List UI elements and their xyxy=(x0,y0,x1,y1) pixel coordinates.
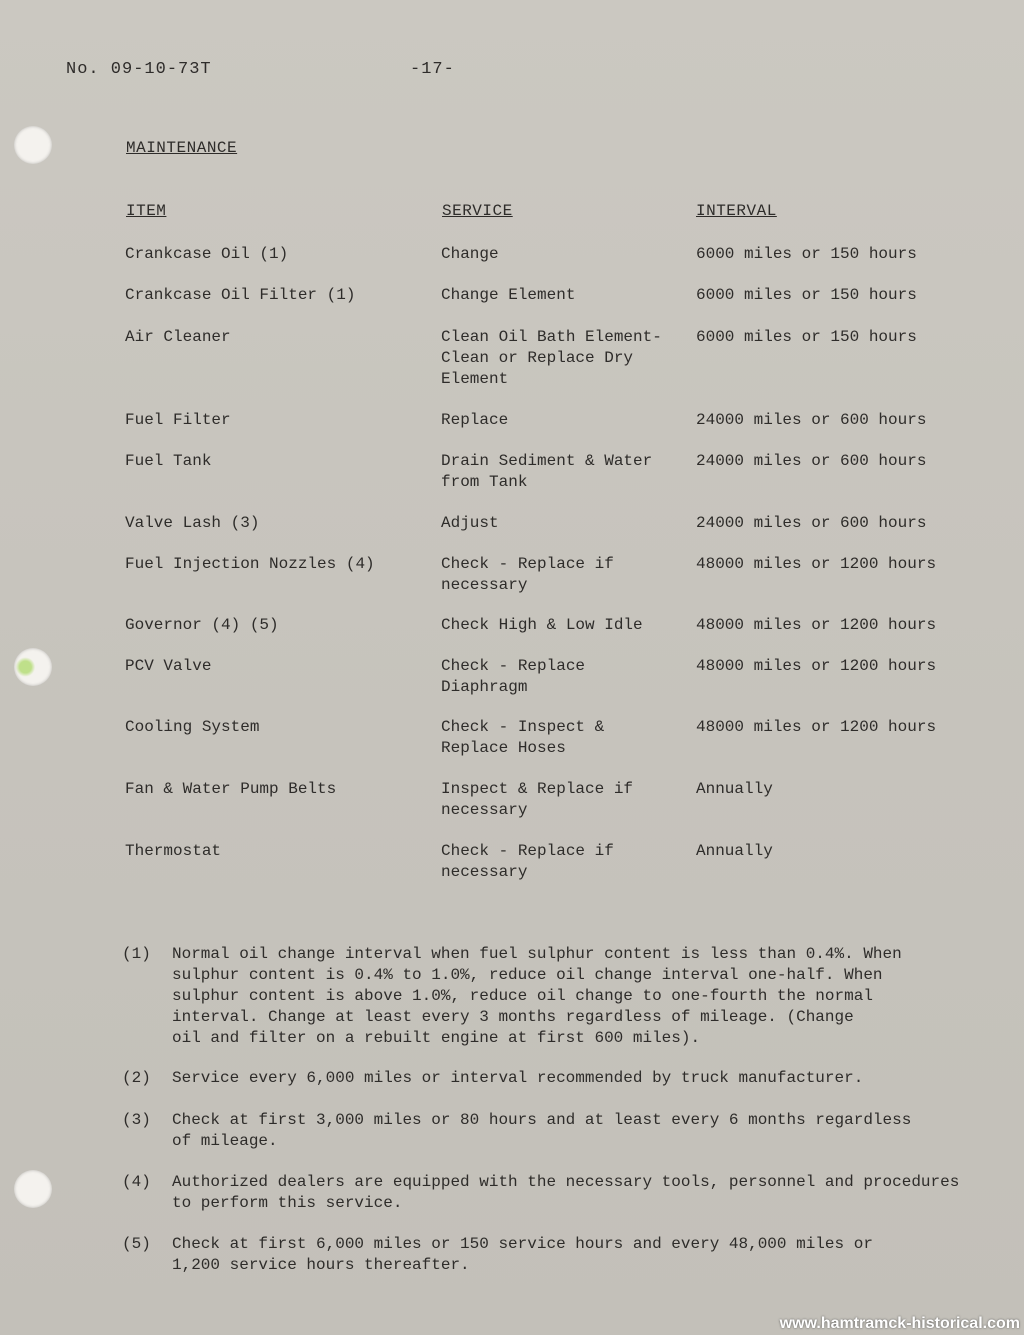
footnote-text: Check at first 6,000 miles or 150 service hours and every 48,000 miles or 1,200 service hours thereafter. xyxy=(172,1235,873,1274)
row-service: Check - Inspect & Replace Hoses xyxy=(441,718,605,757)
row-interval: 6000 miles or 150 hours xyxy=(696,245,917,263)
row-interval: Annually xyxy=(696,780,773,798)
row-service: Change xyxy=(441,245,499,263)
footnote-number: (4) xyxy=(122,1173,151,1191)
footnote-text: Normal oil change interval when fuel sulphur content is less than 0.4%. When sulphur content is 0.4% to 1.0%, reduce oil change interval one-half. When sulphur content is above 1.0%, reduce oil change to one-fourth the normal interval. Change at least every 3 months regardless of mileage. (Change oil and filter on a rebuilt engine at first 600 miles). xyxy=(172,945,902,1047)
row-interval: 6000 miles or 150 hours xyxy=(696,328,917,346)
footnote-text: Authorized dealers are equipped with the necessary tools, personnel and procedures to perform this service. xyxy=(172,1173,960,1212)
binder-hole xyxy=(14,1170,52,1208)
row-service: Drain Sediment & Water from Tank xyxy=(441,452,653,491)
document-number: No. 09-10-73T xyxy=(66,60,212,79)
row-item: Fuel Tank xyxy=(125,452,212,470)
watermark: www.hamtramck-historical.com xyxy=(779,1315,1020,1332)
row-service: Check - Replace Diaphragm xyxy=(441,657,586,696)
row-service: Check - Replace if necessary xyxy=(441,842,614,881)
column-header-interval: INTERVAL xyxy=(696,202,777,220)
column-header-item: ITEM xyxy=(126,202,167,220)
footnote-text: Check at first 3,000 miles or 80 hours and at least every 6 months regardless of mileage. xyxy=(172,1111,912,1150)
row-interval: 48000 miles or 1200 hours xyxy=(696,657,937,675)
row-service: Change Element xyxy=(441,286,576,304)
row-service: Clean Oil Bath Element- Clean or Replace Dry Element xyxy=(441,328,662,388)
footnote-number: (2) xyxy=(122,1069,151,1087)
column-header-service: SERVICE xyxy=(442,202,513,220)
row-item: Thermostat xyxy=(125,842,222,860)
row-interval: 24000 miles or 600 hours xyxy=(696,452,927,470)
row-interval: 24000 miles or 600 hours xyxy=(696,411,927,429)
section-title: MAINTENANCE xyxy=(126,139,238,157)
row-item: PCV Valve xyxy=(125,657,212,675)
binder-hole xyxy=(14,126,52,164)
footnote-number: (3) xyxy=(122,1111,151,1129)
binder-hole xyxy=(14,648,52,686)
row-interval: Annually xyxy=(696,842,773,860)
row-interval: 24000 miles or 600 hours xyxy=(696,514,927,532)
row-item: Air Cleaner xyxy=(125,328,231,346)
row-item: Governor (4) (5) xyxy=(125,616,279,634)
row-service: Inspect & Replace if necessary xyxy=(441,780,634,819)
row-service: Replace xyxy=(441,411,509,429)
row-item: Cooling System xyxy=(125,718,260,736)
row-item: Fuel Filter xyxy=(125,411,231,429)
row-service: Check High & Low Idle xyxy=(441,616,643,634)
row-interval: 48000 miles or 1200 hours xyxy=(696,616,937,634)
row-item: Crankcase Oil Filter (1) xyxy=(125,286,356,304)
row-item: Fan & Water Pump Belts xyxy=(125,780,337,798)
row-item: Fuel Injection Nozzles (4) xyxy=(125,555,375,573)
page-number: -17- xyxy=(410,60,455,79)
row-interval: 48000 miles or 1200 hours xyxy=(696,718,937,736)
footnote-number: (5) xyxy=(122,1235,151,1253)
row-interval: 6000 miles or 150 hours xyxy=(696,286,917,304)
footnote-text: Service every 6,000 miles or interval recommended by truck manufacturer. xyxy=(172,1069,864,1087)
row-service: Adjust xyxy=(441,514,499,532)
row-item: Crankcase Oil (1) xyxy=(125,245,289,263)
row-interval: 48000 miles or 1200 hours xyxy=(696,555,937,573)
row-service: Check - Replace if necessary xyxy=(441,555,614,594)
footnote-number: (1) xyxy=(122,945,151,963)
row-item: Valve Lash (3) xyxy=(125,514,260,532)
